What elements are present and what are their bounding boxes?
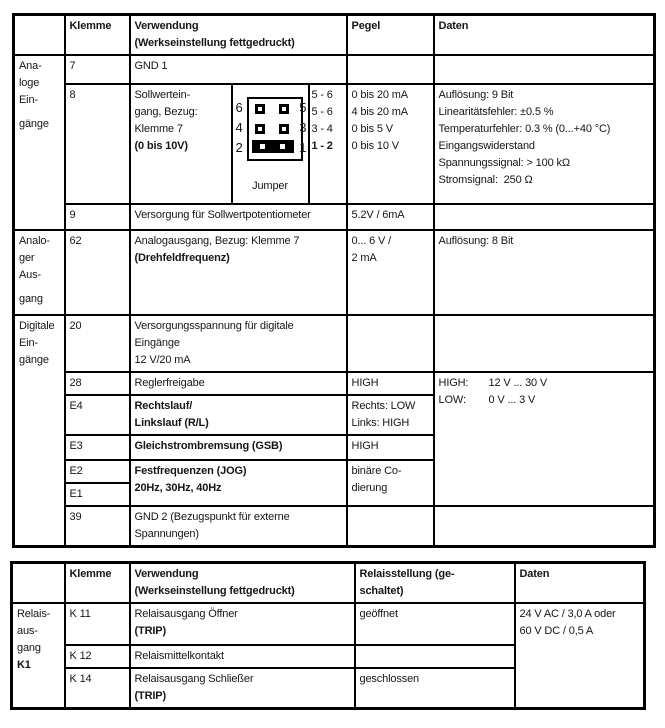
- cell-pegel: [347, 84, 434, 204]
- text-line: 12 V/20 mA: [134, 354, 191, 366]
- terminal-connections-table: [12, 13, 656, 548]
- cell-pegel: HIGH: [347, 372, 434, 395]
- jumper-option: 5 - 6: [311, 89, 333, 101]
- level-value: 0 V ... 3 V: [488, 394, 536, 406]
- pin-icon: [280, 144, 285, 149]
- row-klemme-8: [14, 84, 655, 204]
- cell-klemme: K 11: [65, 603, 130, 645]
- table2-header-klemme: Klemme: [65, 563, 130, 604]
- factory-setting-text: (0 bis 10V): [134, 140, 188, 152]
- cell-jumper-options: [309, 84, 347, 204]
- cell-pegel-empty: [347, 55, 434, 84]
- text-line: Digitale: [19, 320, 55, 332]
- cell-klemme: 8: [65, 84, 130, 204]
- text-line: binäre Co-: [351, 465, 402, 477]
- text-line: Relaisstellung (ge-: [359, 568, 455, 580]
- cell-verwendung: [130, 230, 347, 315]
- cell-klemme: E2: [65, 460, 130, 483]
- jumper-label: Jumper: [252, 180, 288, 192]
- cell-daten-empty: [434, 506, 655, 547]
- cell-klemme: E4: [65, 395, 130, 435]
- text-line: Relaisausgang Öffner: [134, 608, 238, 620]
- relay-name: K1: [17, 659, 31, 671]
- text-line: Relaisausgang Schließer: [134, 673, 254, 685]
- text-line: Analo-: [19, 235, 50, 247]
- text-line: Verwendung: [134, 568, 199, 580]
- jumper-bridge-icon: [252, 140, 294, 153]
- text-line: Eingänge: [134, 337, 180, 349]
- cell-verwendung: Reglerfreigabe: [130, 372, 347, 395]
- row-klemme-28: [14, 372, 655, 395]
- pin-icon: [279, 124, 289, 134]
- relay-output-table: [10, 561, 646, 710]
- section-label-analoge-eingaenge: [14, 55, 65, 230]
- text-line: Stromsignal: 250 Ω: [438, 174, 533, 186]
- jumper-diagram: [233, 85, 308, 201]
- jumper-right-pin-numbers: [299, 98, 306, 158]
- cell-daten-empty: [434, 315, 655, 372]
- text-line: Auflösung: 9 Bit: [438, 89, 514, 101]
- text-line: GND 2 (Bezugspunkt für externe: [134, 511, 290, 523]
- pin-number: 4: [235, 120, 243, 135]
- table2-header-verwendung: [130, 563, 355, 604]
- jumper-option-default: 1 - 2: [311, 140, 333, 152]
- row-klemme-39: [14, 506, 655, 547]
- text-line: Ana-: [19, 60, 42, 72]
- cell-verwendung: [130, 315, 347, 372]
- text-line: 4 bis 20 mA: [351, 106, 408, 118]
- row-klemme-k11: [12, 603, 645, 645]
- table2-header-relaisstellung: [355, 563, 515, 604]
- table1-header-verwendung: [130, 15, 347, 56]
- jumper-option: 3 - 4: [311, 123, 333, 135]
- text-line: 24 V AC / 3,0 A oder: [519, 608, 616, 620]
- table2-header-blank: [12, 563, 65, 604]
- pin-number: 3: [299, 120, 307, 135]
- section-label-analoger-ausgang: [14, 230, 65, 315]
- factory-setting-text: (TRIP): [134, 625, 166, 637]
- cell-klemme: 7: [65, 55, 130, 84]
- cell-klemme: K 12: [65, 645, 130, 668]
- text-line: Rechts: LOW: [351, 400, 416, 412]
- text-line: (Werkseinstellung fettgedruckt): [134, 585, 295, 597]
- cell-verwendung: [130, 506, 347, 547]
- cell-verwendung: [130, 668, 355, 709]
- text-line: 0... 6 V /: [351, 235, 391, 247]
- cell-verwendung: [130, 603, 355, 645]
- cell-jumper-diagram: [232, 84, 309, 204]
- cell-verwendung: [130, 395, 347, 435]
- text-line: Klemme 7: [134, 123, 183, 135]
- cell-verwendung: [130, 460, 347, 506]
- cell-daten: [515, 603, 645, 709]
- cell-klemme: 62: [65, 230, 130, 315]
- cell-pegel: [347, 395, 434, 435]
- text-line: gang, Bezug:: [134, 106, 198, 118]
- cell-relaisstellung: geöffnet: [355, 603, 515, 645]
- text-line: 60 V DC / 0,5 A: [519, 625, 594, 637]
- row-klemme-20: [14, 315, 655, 372]
- text-line: (Werkseinstellung fettgedruckt): [134, 37, 295, 49]
- pin-number: 2: [235, 140, 243, 155]
- text-line: Sollwertein-: [134, 89, 191, 101]
- section-label-relaisausgang-k1: [12, 603, 65, 709]
- text-line: Links: HIGH: [351, 417, 410, 429]
- cell-pegel: HIGH: [347, 435, 434, 460]
- pin-icon: [260, 144, 265, 149]
- text-line: 2 mA: [351, 252, 377, 264]
- cell-pegel-empty: [347, 315, 434, 372]
- text-line: Verwendung: [134, 20, 199, 32]
- pin-number: 1: [299, 140, 307, 155]
- text-line: Linearitätsfehler: ±0.5 %: [438, 106, 554, 118]
- table1-header-pegel: Pegel: [347, 15, 434, 56]
- text-line: Ein-: [19, 94, 38, 106]
- section-label-digitale-eingaenge: [14, 315, 65, 547]
- table1-header-klemme: Klemme: [65, 15, 130, 56]
- text-line: 0 bis 20 mA: [351, 89, 408, 101]
- text-line: 0 bis 5 V: [351, 123, 393, 135]
- pin-number: 6: [235, 100, 243, 115]
- table1-header-daten: Daten: [434, 15, 655, 56]
- text-line: aus-: [17, 625, 38, 637]
- text-line: Analogausgang, Bezug: Klemme 7: [134, 235, 300, 247]
- cell-klemme: 28: [65, 372, 130, 395]
- cell-klemme: K 14: [65, 668, 130, 709]
- text-line: 0 bis 10 V: [351, 140, 399, 152]
- cell-klemme: E1: [65, 483, 130, 506]
- cell-daten: Auflösung: 8 Bit: [434, 230, 655, 315]
- pin-number: 5: [299, 100, 307, 115]
- text-line: Ein-: [19, 337, 38, 349]
- text-line: dierung: [351, 482, 388, 494]
- factory-setting-text: (Drehfeldfrequenz): [134, 252, 230, 264]
- text-line: schaltet): [359, 585, 404, 597]
- table1-header-blank: [14, 15, 65, 56]
- text-line: Eingangswiderstand: [438, 140, 535, 152]
- pin-icon: [255, 104, 265, 114]
- factory-setting-text: Festfrequenzen (JOG): [134, 465, 247, 477]
- cell-pegel-empty: [347, 506, 434, 547]
- text-line: Relais-: [17, 608, 51, 620]
- cell-verwendung: [130, 84, 232, 204]
- cell-klemme: E3: [65, 435, 130, 460]
- text-line: Spannungen): [134, 528, 199, 540]
- text-line: ger: [19, 252, 35, 264]
- cell-relaisstellung-empty: [355, 645, 515, 668]
- text-line: gänge: [19, 118, 49, 130]
- jumper-option: 5 - 6: [311, 106, 333, 118]
- text-line: loge: [19, 77, 40, 89]
- factory-setting-text: Rechtslauf/: [134, 400, 193, 412]
- cell-verwendung: Relaismittelkontakt: [130, 645, 355, 668]
- cell-pegel: 5.2V / 6mA: [347, 204, 434, 230]
- cell-daten: [434, 84, 655, 204]
- text-line: gänge: [19, 354, 49, 366]
- factory-setting-text: 20Hz, 30Hz, 40Hz: [134, 482, 222, 494]
- cell-verwendung: GND 1: [130, 55, 347, 84]
- text-line: Spannungssignal: > 100 kΩ: [438, 157, 570, 169]
- table1-header-row: [14, 15, 655, 56]
- factory-setting-text: Linkslauf (R/L): [134, 417, 209, 429]
- cell-relaisstellung: geschlossen: [355, 668, 515, 709]
- level-value: 12 V ... 30 V: [488, 377, 548, 389]
- row-klemme-62: [14, 230, 655, 315]
- text-line: Aus-: [19, 269, 42, 281]
- row-klemme-7: [14, 55, 655, 84]
- table2-header-daten: Daten: [515, 563, 645, 604]
- text-line: [439, 392, 650, 409]
- cell-daten-empty: [434, 204, 655, 230]
- table2-header-row: [12, 563, 645, 604]
- cell-klemme: 9: [65, 204, 130, 230]
- level-label: LOW:: [438, 394, 466, 406]
- cell-pegel: [347, 230, 434, 315]
- text-line: [439, 375, 650, 392]
- cell-pegel: [347, 460, 434, 506]
- row-klemme-9: [14, 204, 655, 230]
- pin-icon: [255, 124, 265, 134]
- text-line: gang: [19, 293, 43, 305]
- cell-daten-empty: [434, 55, 655, 84]
- text-line: Versorgungsspannung für digitale: [134, 320, 294, 332]
- factory-setting-text: (TRIP): [134, 690, 166, 702]
- text-line: gang: [17, 642, 41, 654]
- cell-verwendung: Versorgung für Sollwertpotentiometer: [130, 204, 347, 230]
- text-line: Temperaturfehler: 0.3 % (0...+40 °C): [438, 123, 611, 135]
- cell-verwendung: Gleichstrombremsung (GSB): [130, 435, 347, 460]
- jumper-left-pin-numbers: [236, 98, 243, 158]
- pin-icon: [279, 104, 289, 114]
- level-label: HIGH:: [438, 377, 469, 389]
- cell-klemme: 20: [65, 315, 130, 372]
- cell-klemme: 39: [65, 506, 130, 547]
- jumper-pin-box: [247, 97, 303, 161]
- cell-daten-levels: [434, 372, 655, 506]
